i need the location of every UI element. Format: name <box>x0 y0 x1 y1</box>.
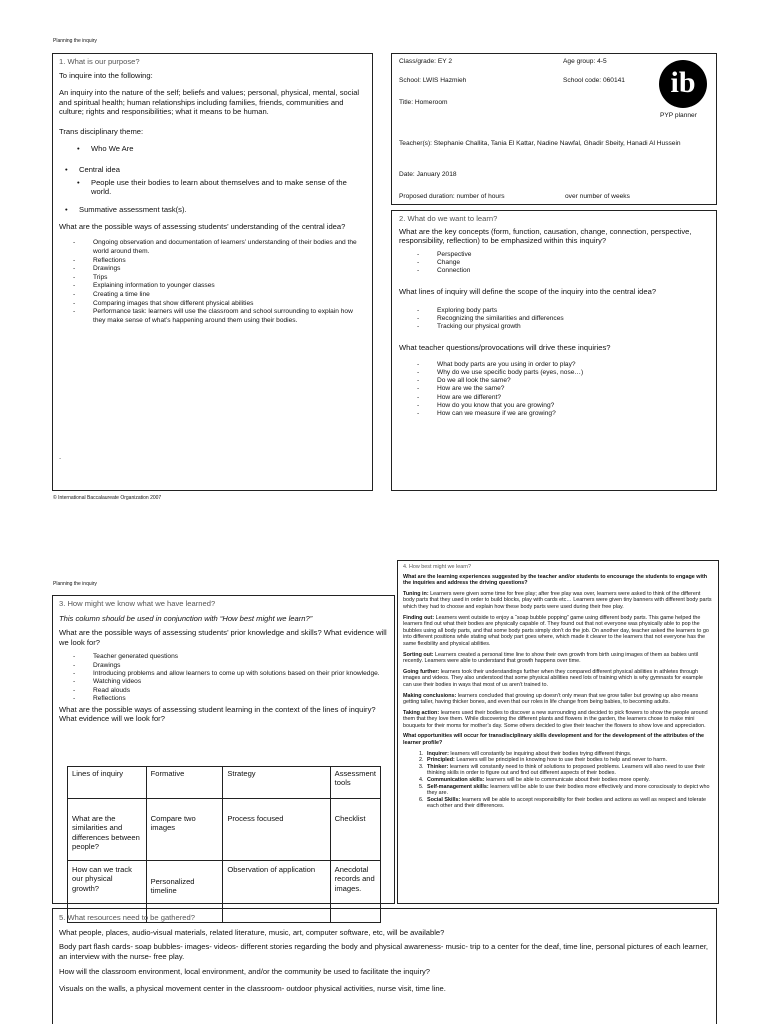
ib-logo-text: ib <box>670 66 696 99</box>
date: Date: January 2018 <box>399 171 457 178</box>
provocation-item: - How do you know that you are growing? <box>413 402 709 410</box>
skill-item <box>425 751 713 758</box>
purpose-box <box>52 53 373 491</box>
skill-label: Inquirer: <box>427 750 449 757</box>
skill-item <box>425 764 713 777</box>
page1-footer: © International Baccalaureate Organization 2007 <box>53 495 162 501</box>
tuning-in-para <box>403 591 713 611</box>
school-code: School code: 060141 <box>563 77 625 84</box>
skill-label: Social Skills: <box>427 796 461 803</box>
table-cell: Observation of application <box>223 861 330 923</box>
table-cell: Personalized timeline <box>146 861 223 923</box>
skill-item <box>425 757 713 764</box>
table-row <box>68 799 381 861</box>
skill-text: learners will be able to accept responsibility for their bodies and actions as well as respect and tolerate each other and their differences. <box>427 796 706 810</box>
provocation-item: - What body parts are you using in order to play? <box>413 361 709 369</box>
prior-item: - Read alouds <box>69 687 388 695</box>
table-cell: What are the similarities and differences between people? <box>68 799 147 861</box>
central-idea-label: • Central idea <box>59 165 366 174</box>
para-text: Learners created a personal time line to show their own growth from birth using images of them as babies until recently. Learners were able to understand that growth happens over time. <box>403 651 699 665</box>
table-header: Lines of inquiry <box>68 767 147 799</box>
info-box <box>391 53 717 205</box>
finding-out-para <box>403 615 713 648</box>
table-cell: Process focused <box>223 799 330 861</box>
resources-box <box>52 908 717 1024</box>
concepts-question: What are the key concepts (form, function, causation, change, connection, perspective, responsibility, reflection) to be emphasized within this inquiry? <box>399 227 692 246</box>
lines-question: What lines of inquiry will define the scope of the inquiry into the central idea? <box>399 287 657 297</box>
prior-item: - Introducing problems and allow learners to come up with solutions based on their prior knowledge. <box>69 670 388 678</box>
skills-question: What opportunities will occur for transdisciplinary skills development and for the development of the attributes of the learner profile? <box>403 733 705 747</box>
ib-logo <box>659 60 707 108</box>
skill-text: learners will be able to use their bodies more effectively and more consciously to depict who they are. <box>427 783 710 797</box>
table-cell: Checklist <box>330 799 380 861</box>
provocation-item: - How can we measure if we are growing? <box>413 410 709 418</box>
provocation-item: - Why do we use specific body parts (eyes, nose…) <box>413 369 709 377</box>
provocation-item: - Do we all look the same? <box>413 377 709 385</box>
skill-label: Thinker: <box>427 763 449 770</box>
resources-question-1: What people, places, audio-visual materials, related literature, music, art, computer software, etc, will be available? <box>59 928 445 937</box>
central-idea: • People use their bodies to learn about themselves and to make sense of the world. <box>71 178 366 197</box>
table-header: Strategy <box>223 767 330 799</box>
skill-item <box>425 797 713 810</box>
skill-text: Learners will be principled in knowing how to use their bodies to help and never to harm. <box>454 757 668 764</box>
know-note: This column should be used in conjunction with “How best might we learn?” <box>59 614 313 623</box>
concept-item: - Change <box>413 259 709 267</box>
para-label: Tuning in: <box>403 590 429 597</box>
prior-question: What are the possible ways of assessing students’ prior knowledge and skills? What evidence will we look for? <box>59 628 387 647</box>
para-text: learners took their understandings further when they compared different physical abilities in athletes through images and videos. They also understood that some physical abilities need lots of training which is why gymnasts for example can use their bodies in ways that most of us aren’t trained to. <box>403 668 703 688</box>
purpose-inquiry: An inquiry into the nature of the self; beliefs and values; personal, physical, mental, social and spiritual health; human relationships including families, friends, communities and culture; rights and responsibilities; what it means to be human. <box>59 88 360 117</box>
table-cell: Compare two images <box>146 799 223 861</box>
unit-title: Title: Homeroom <box>399 99 448 106</box>
best-intro: What are the learning experiences suggested by the teacher and/or students to encourage the students to engage with the inquiries and address the driving questions? <box>403 573 708 587</box>
skill-text: learners will be able to communicate about their bodies more openly. <box>484 777 650 784</box>
table-header: Assessment tools <box>330 767 380 799</box>
school-name: School: LWIS Hazmieh <box>399 77 467 84</box>
provocation-item: - How are we the same? <box>413 385 709 393</box>
assess-item: - Creating a time line <box>69 291 366 300</box>
skill-label: Communication skills: <box>427 777 485 784</box>
summative-label: • Summative assessment task(s). <box>59 205 366 214</box>
resources-question-2: How will the classroom environment, local environment, and/or the community be used to facilitate the inquiry? <box>59 967 431 977</box>
line-item: - Tracking our physical growth <box>413 323 709 331</box>
assess-question: What are the possible ways of assessing students’ understanding of the central idea? <box>59 222 346 232</box>
best-heading: 4. How best might we learn? <box>403 564 472 570</box>
table-cell: Anecdotal records and images. <box>330 861 380 923</box>
know-box <box>52 595 395 904</box>
assess-item: - Drawings <box>69 265 366 274</box>
age-group: Age group: 4-5 <box>563 58 607 65</box>
making-conclusions-para <box>403 693 713 706</box>
prior-item: - Teacher generated questions <box>69 653 388 661</box>
teacher-question: What teacher questions/provocations will drive these inquiries? <box>399 343 611 353</box>
resources-answer-1: Body part flash cards- soap bubbles- images- videos- different stories regarding the body and physical awareness- music- trip to a center for the deaf, time line, personal pictures of each learner, an interview with the nurse- free play. <box>59 942 709 961</box>
skill-item <box>425 784 713 797</box>
going-further-para <box>403 669 713 689</box>
para-label: Making conclusions: <box>403 692 457 699</box>
best-box <box>397 560 719 904</box>
teachers: Teacher(s): Stephanie Challita, Tania El Kattar, Nadine Nawfal, Ghadir Sbeity, Hanadi Al Hussein <box>399 140 681 147</box>
prior-item: - Reflections <box>69 695 388 703</box>
assess-item: - Ongoing observation and documentation of learners’ understanding of their bodies and the world around them. <box>69 239 366 256</box>
para-label: Finding out: <box>403 614 435 621</box>
para-text: Learners went outside to enjoy a “soap bubble popping” game using different body parts. This game helped the learners find out what their bodies are physically capable of. They found out that not everyone was physically able to pop the bubbles using all body parts, and that some body parts simply don’t do the job. On another day, teacher asked the learners to go into different positions while stating what body part goes where, which made it clearer to the learners that not everyone has the same flexibility and physical abilities. <box>403 614 709 647</box>
sorting-out-para <box>403 652 713 665</box>
table-cell: How can we track our physical growth? <box>68 861 147 923</box>
page2-header: Planning the inquiry <box>53 581 97 587</box>
prior-item: - Drawings <box>69 662 388 670</box>
know-heading: 3. How might we know what we have learned? <box>59 599 216 608</box>
assess-item: - Trips <box>69 274 366 283</box>
skill-label: Principled: <box>427 757 455 764</box>
inquiry-table <box>67 766 381 923</box>
resources-answer-2: Visuals on the walls, a physical movement center in the classroom- outdoor physical activities, nurse visit, time line. <box>59 983 446 993</box>
class-grade: Class/grade: EY 2 <box>399 58 453 65</box>
page1-header: Planning the inquiry <box>53 38 97 44</box>
skill-text: learners will constantly need to think of solutions to proposed problems. Learners will also need to use their thinking skills in order to figure out and find out different aspects of their bodies. <box>427 763 706 777</box>
line-item: - Recognizing the similarities and differences <box>413 315 709 323</box>
trailing-dot: . <box>59 452 62 461</box>
learning-question: What are the possible ways of assessing student learning in the context of the lines of inquiry? What evidence will we look for? <box>59 704 376 724</box>
para-label: Taking action: <box>403 709 440 716</box>
para-text: learners used their bodies to discover a new surrounding and decided to pick flowers to show the people around them that they love them. While discovering the different plants and flowers in the garden, the learners chose to make mini bouquets for their moms for mother’s day. Some others decided to give their teacher the flowers to show love and appreciation. <box>403 709 708 729</box>
para-text: Learners were given some time for free play; after free play was over, learners were asked to think of the different body parts that they used in order to build blocks, play with cards etc… Learners were given tiny banners with different body parts which they had to choose and explain how these body parts were used during their free play. <box>403 590 712 610</box>
concept-item: - Perspective <box>413 251 709 259</box>
skill-item <box>425 777 713 784</box>
para-label: Going further: <box>403 668 440 675</box>
assess-item: - Explaining information to younger classes <box>69 282 366 291</box>
para-text: learners concluded that growing up doesn’t only mean that we grow taller but growing up also means getting taller, having thicker bones, and even that our roles in life change from being babies, to becoming adults. <box>403 692 699 706</box>
skill-text: learners will constantly be inquiring about their bodies trying different things. <box>448 750 632 757</box>
prior-item: - Watching videos <box>69 678 388 686</box>
purpose-heading: 1. What is our purpose? <box>59 57 140 66</box>
concept-item: - Connection <box>413 267 709 275</box>
assess-item: - Comparing images that show different physical abilities <box>69 300 366 309</box>
proposed-duration: Proposed duration: number of hours <box>399 193 505 200</box>
assess-item: - Reflections <box>69 257 366 266</box>
resources-heading: 5. What resources need to be gathered? <box>59 913 195 922</box>
provocation-item: - How are we different? <box>413 394 709 402</box>
planner-label: PYP planner <box>660 112 697 119</box>
theme-item: • Who We Are <box>71 144 366 153</box>
para-label: Sorting out: <box>403 651 434 658</box>
learn-box <box>391 210 717 491</box>
theme-label: Trans disciplinary theme: <box>59 126 144 136</box>
skill-label: Self-management skills: <box>427 783 489 790</box>
taking-action-para <box>403 710 713 730</box>
purpose-intro: To inquire into the following: <box>59 71 153 80</box>
duration-weeks: over number of weeks <box>565 193 630 200</box>
learn-heading: 2. What do we want to learn? <box>399 214 498 223</box>
assess-item: - Performance task: learners will use the classroom and school surrounding to explain how they make sense of what’s happening around them using their bodies. <box>69 308 366 325</box>
table-header: Formative <box>146 767 223 799</box>
line-item: - Exploring body parts <box>413 307 709 315</box>
